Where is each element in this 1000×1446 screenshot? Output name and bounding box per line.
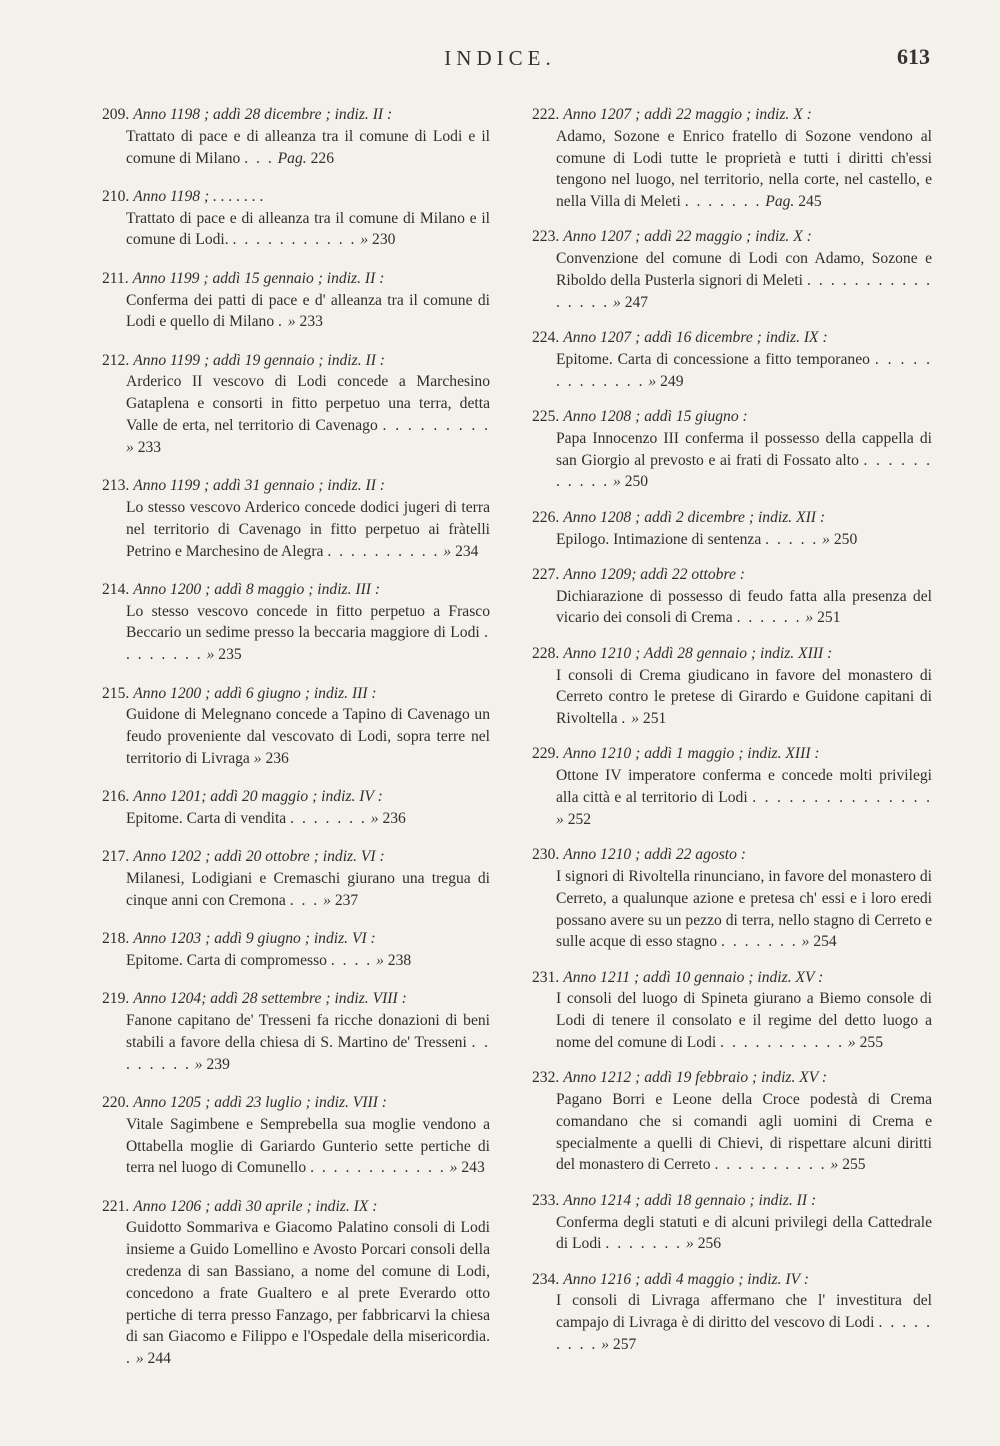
page-ref: 252 [567,810,592,828]
leader-dots: . . . . . . . . [126,1033,490,1073]
entry-number: 218. [102,930,130,948]
leader-dots: . . . . [330,952,373,969]
leader-dots: . . . . . . . . . . . [556,451,932,491]
page-ref-marker: » [648,372,657,390]
index-entry [532,1190,932,1255]
index-entry [532,1067,932,1176]
index-entry [532,967,932,1054]
page-ref: 251 [817,609,841,627]
index-entry [102,988,490,1075]
page-ref-marker: » [287,313,296,331]
page-ref-marker: » [830,1156,839,1174]
entry-number: 226. [532,508,560,526]
index-entry [532,327,932,392]
page-ref: 233 [299,313,323,331]
entry-date-heading: Anno 1207 ; addì 22 maggio ; indiz. X : [563,106,812,123]
entry-description: Fanone capitano de' Tresseni fa ricche donazioni di beni stabili a favore della chiesa di S. Martino de' Tresseni [126,1012,490,1051]
index-entry [532,1269,932,1356]
page-ref-marker: » [194,1055,203,1073]
entry-date-heading: Anno 1199 ; addì 31 gennaio ; indiz. II : [133,477,385,495]
leader-dots: . . . . . . . . . [382,417,490,435]
page-ref-marker: » [601,1336,609,1354]
entry-description: Trattato di pace e di alleanza tra il comune di Milano e il comune di Lodi. [126,209,490,249]
page-ref: 244 [147,1350,171,1368]
entry-date-heading: Anno 1208 ; addì 2 dicembre ; indiz. XII : [563,508,826,526]
entry-number: 219. [102,990,130,1008]
page-ref-marker: » [443,542,452,560]
entry-number: 222. [532,106,560,123]
leader-dots: . . . . . . . . . . [327,542,440,560]
entry-number: 232. [532,1069,560,1087]
page-ref: 239 [206,1055,230,1073]
page-ref: 236 [382,810,406,828]
index-entry [532,226,932,313]
leader-dots: . . . . . . . [721,933,798,951]
page-ref: 250 [833,530,858,548]
page-ref-marker: » [631,710,640,728]
entry-date-heading: Anno 1212 ; addì 19 febbraio ; indiz. XV : [563,1069,828,1087]
index-entry [532,104,932,213]
entry-description: Adamo, Sozone e Enrico fratello di Sozone vendono al comune di Lodi tutte le proprietà e tutti i diritti ch'essi tengono nel luogo, nel territorio, nella corte, nel castello, e nella Villa di Meleti [556,127,932,211]
entry-description: Milanesi, Lodigiani e Cremaschi giurano una tregua di cinque anni con Cremona [126,870,490,909]
leader-dots: . . . . . [765,530,819,548]
index-entry [102,1196,490,1370]
entry-description: Epitome. Carta di vendita [126,810,287,828]
index-entry [102,579,490,666]
entry-description: Conferma dei patti di pace e d' alleanza tra il comune di Lodi e quello di Milano [126,291,490,331]
entry-description: Lo stesso vescovo Arderico concede dodici jugeri di terra nel territorio di Cavenago in fitto perpetuo ai fràtelli Petrino e Marchesino de Alegra [126,498,490,560]
entry-number: 210. [102,187,130,205]
entry-description: Guidone di Melegnano concede a Tapino di Cavenago un feudo proveniente dal vescovato di Lodi, sopra terre nel territorio di Livraga [126,706,490,767]
entry-date-heading: Anno 1207 ; addì 16 dicembre ; indiz. IX : [563,329,828,347]
entry-description: I signori di Rivoltella rinunciano, in favore del monastero di Cerreto, a qualunque azione e pretesa ch' essi e i loro eredi possano avere su un pezzo di terra, nello stagno di Cerreto e sulle acque di esso stagno [556,867,932,951]
entry-date-heading: Anno 1207 ; addì 22 maggio ; indiz. X : [563,228,812,246]
page-ref-marker: » [376,952,384,969]
page-ref: 235 [218,646,242,664]
index-entry [102,928,490,972]
index-entry [102,846,490,911]
entry-description: Epitome. Carta di concessione a fitto temporaneo [556,350,870,368]
entry-description: Convenzione del comune di Lodi con Adamo, Sozone e Riboldo della Pusterla signori di Meleti [556,250,932,290]
entry-date-heading: Anno 1199 ; addì 15 gennaio ; indiz. II : [132,269,385,287]
leader-dots: . . . [289,891,320,909]
entry-description: Conferma degli statuti e di alcuni privilegi della Cattedrale di Lodi [556,1213,932,1253]
index-entry [532,643,932,730]
entry-number: 220. [102,1093,130,1111]
leader-dots: . [621,710,628,728]
leader-dots: . . . . . . . . . . . [232,231,357,249]
entry-description: Vitale Sagimbene e Semprebella sua moglie vendono a Ottabella moglie di Gariardo Gunterio sette pertiche di terra nel luogo di Comunello [126,1115,490,1177]
entry-number: 224. [532,329,560,347]
page-ref-marker: » [370,810,379,828]
page-ref-marker: » [253,749,262,767]
page-ref: 236 [265,749,289,767]
entry-number: 223. [532,228,560,246]
entry-number: 233. [532,1191,560,1209]
entry-number: 217. [102,848,130,866]
index-entry [532,743,932,830]
entry-date-heading: Anno 1201; addì 20 maggio ; indiz. IV : [133,788,383,806]
page-ref-marker: Pag. [765,193,795,211]
entry-date-heading: Anno 1216 ; addì 4 maggio ; indiz. IV : [563,1270,809,1288]
page-ref: 254 [813,933,837,951]
page-ref: 243 [461,1159,485,1177]
entry-description: I consoli di Livraga affermano che l' investitura del campajo di Livraga è di diritto del vescovo di Lodi [556,1292,932,1332]
index-entry [532,564,932,629]
entry-date-heading: Anno 1208 ; addì 15 giugno : [563,408,748,426]
index-entry [102,350,490,459]
running-title: INDICE. [444,46,556,70]
page-ref-marker: » [805,609,814,627]
page-ref: 245 [798,193,822,211]
page-number: 613 [897,44,930,69]
entry-description: Guidotto Sommariva e Giacomo Palatino consoli di Lodi insieme a Guido Lomellino e Avosto Porcari consoli della credenza di san Bassiano, a nome del comune di Lodi, concedono a frate Gualtero e al prete Everardo otto pertiche di terra presso Fanzago, per fabbricarvi la chiesa di san Giacomo e Filippo e l'Ospedale della misericordia. [126,1219,490,1346]
page-ref: 255 [842,1156,866,1174]
entry-description: I consoli del luogo di Spineta giurano a Biemo console di Lodi di tenere il consolato e il regime del detto luogo a nome del comune di Lodi [556,990,932,1051]
leader-dots: . . . . . . . . . [556,1314,932,1354]
leader-dots: . . . . . . . . . . . [720,1033,845,1051]
entry-description: Epitome. Carta di compromesso [126,952,327,969]
index-entry [102,186,490,251]
leader-dots: . . . . . . [736,609,802,627]
entry-description: Ottone IV imperatore conferma e concede molti privilegi alla città e al territorio di Lodi [556,767,932,807]
entry-date-heading: Anno 1203 ; addì 9 giugno ; indiz. VI : [133,930,376,948]
entry-date-heading: Anno 1214 ; addì 18 gennaio ; indiz. II : [563,1191,817,1209]
entry-number: 227. [532,565,560,583]
index-entry [102,104,490,169]
entry-number: 214. [102,580,130,598]
page-ref: 237 [334,891,359,909]
page-ref: 247 [624,293,649,311]
leader-dots: . . . . . . . . . . . . . . . . [556,272,932,311]
page-ref: 234 [455,542,479,560]
right-column [532,104,932,1369]
page-ref-marker: » [556,810,564,828]
entry-description: I consoli di Crema giudicano in favore del monastero di Cerreto contro le pretese di Girardo e Guidone capitani di Rivoltella [556,666,932,728]
entry-date-heading: Anno 1206 ; addì 30 aprile ; indiz. IX : [133,1197,378,1215]
page-ref: 257 [612,1336,637,1354]
page-ref-marker: » [449,1159,458,1177]
index-entry [102,683,490,770]
entry-date-heading: Anno 1198 ; addì 28 dicembre ; indiz. II : [133,106,393,123]
leader-dots: . . . . . . . [684,193,762,211]
index-entry [532,844,932,953]
entry-date-heading: Anno 1198 ; . . . . . . . [133,187,264,205]
page-ref-marker: » [613,293,621,311]
index-entry [102,475,490,562]
page-ref-marker: » [135,1350,144,1368]
entry-date-heading: Anno 1209; addì 22 ottobre : [563,565,745,583]
entry-description: Lo stesso vescovo concede in fitto perpetuo a Frasco Beccario un sedime presso la beccaria maggiore di Lodi [126,602,490,642]
entry-number: 229. [532,745,560,763]
entry-description: Pagano Borri e Leone della Croce podestà di Crema comandano che si comandi agli uomini di Crema e specialmente a quelli di Chievi, di rispettare alcuni diritti del monastero di Cerreto [556,1091,932,1174]
index-entry [532,507,932,551]
index-entry [102,786,490,830]
index-entry [532,406,932,493]
page-ref-marker: Pag. [277,149,307,167]
entry-description: Trattato di pace e di alleanza tra il comune di Lodi e il comune di Milano [126,127,490,167]
leader-dots: . [126,1350,132,1368]
page-ref-marker: » [323,891,331,909]
entry-description: Papa Innocenzo III conferma il possesso della cappella di san Giorgio al prevosto e ai frati di Fossato alto [556,429,932,469]
index-entry [102,268,490,333]
entry-number: 231. [532,968,560,986]
entry-number: 212. [102,351,130,369]
left-column [102,104,490,1387]
page-ref-marker: » [801,933,810,951]
leader-dots: . . . [244,149,274,167]
entry-number: 211. [102,269,129,287]
page-ref: 249 [660,372,684,390]
index-entry [102,1092,490,1179]
entry-date-heading: Anno 1200 ; addì 6 giugno ; indiz. III : [133,684,377,702]
page-ref: 256 [697,1235,722,1253]
leader-dots: . . . . . . . [290,810,367,828]
page-ref-marker: » [822,530,830,548]
entry-date-heading: Anno 1210 ; addì 22 agosto : [563,846,746,864]
page-ref-marker: » [360,231,369,249]
page-ref-marker: » [847,1033,856,1051]
entry-number: 209. [102,106,130,123]
entry-description: Arderico II vescovo di Lodi concede a Marchesino Gataplena e consorti in fitto perpetuo una terra, detta Valle de erta, nel territorio di Cavenago [126,373,490,435]
entry-number: 234. [532,1270,560,1288]
page-ref-marker: » [206,646,215,664]
entry-number: 213. [102,477,130,495]
entry-date-heading: Anno 1202 ; addì 20 ottobre ; indiz. VI : [133,848,385,866]
entry-date-heading: Anno 1210 ; addì 1 maggio ; indiz. XIII : [563,745,820,763]
leader-dots: . . . . . . . . [126,624,490,664]
page-ref: 255 [859,1033,884,1051]
leader-dots: . . . . . . . . . . . . . [556,350,932,390]
page-ref: 251 [642,710,667,728]
entry-number: 230. [532,846,560,864]
page-ref: 238 [387,952,412,969]
page-ref-marker: » [126,438,134,456]
page-ref: 230 [372,231,396,249]
entry-description: Dichiarazione di possesso di feudo fatta alla presenza del vicario dei consoli di Crema [556,587,932,627]
page-ref: 226 [310,149,334,167]
entry-date-heading: Anno 1199 ; addì 19 gennaio ; indiz. II : [133,351,385,369]
entry-number: 225. [532,408,560,426]
page-ref-marker: » [613,473,621,491]
entry-number: 228. [532,644,560,662]
entry-date-heading: Anno 1211 ; addì 10 gennaio ; indiz. XV : [563,968,824,986]
leader-dots: . . . . . . . . . . [714,1156,827,1174]
entry-date-heading: Anno 1210 ; Addì 28 gennaio ; indiz. XIII : [563,644,833,662]
entry-date-heading: Anno 1200 ; addì 8 maggio ; indiz. III : [133,580,381,598]
leader-dots: . . . . . . . [605,1235,683,1253]
leader-dots: . . . . . . . . . . . . . . . [752,789,932,807]
entry-date-heading: Anno 1204; addì 28 settembre ; indiz. VIII : [133,990,407,1008]
entry-description: Epilogo. Intimazione di sentenza [556,530,762,548]
page-ref: 233 [137,438,162,456]
entry-number: 216. [102,788,130,806]
page-ref: 250 [624,473,649,491]
entry-number: 215. [102,684,130,702]
leader-dots: . [278,313,284,331]
entry-date-heading: Anno 1205 ; addì 23 luglio ; indiz. VIII : [133,1093,388,1111]
page-ref-marker: » [685,1235,694,1253]
entry-number: 221. [102,1197,130,1215]
leader-dots: . . . . . . . . . . . . [310,1159,446,1177]
